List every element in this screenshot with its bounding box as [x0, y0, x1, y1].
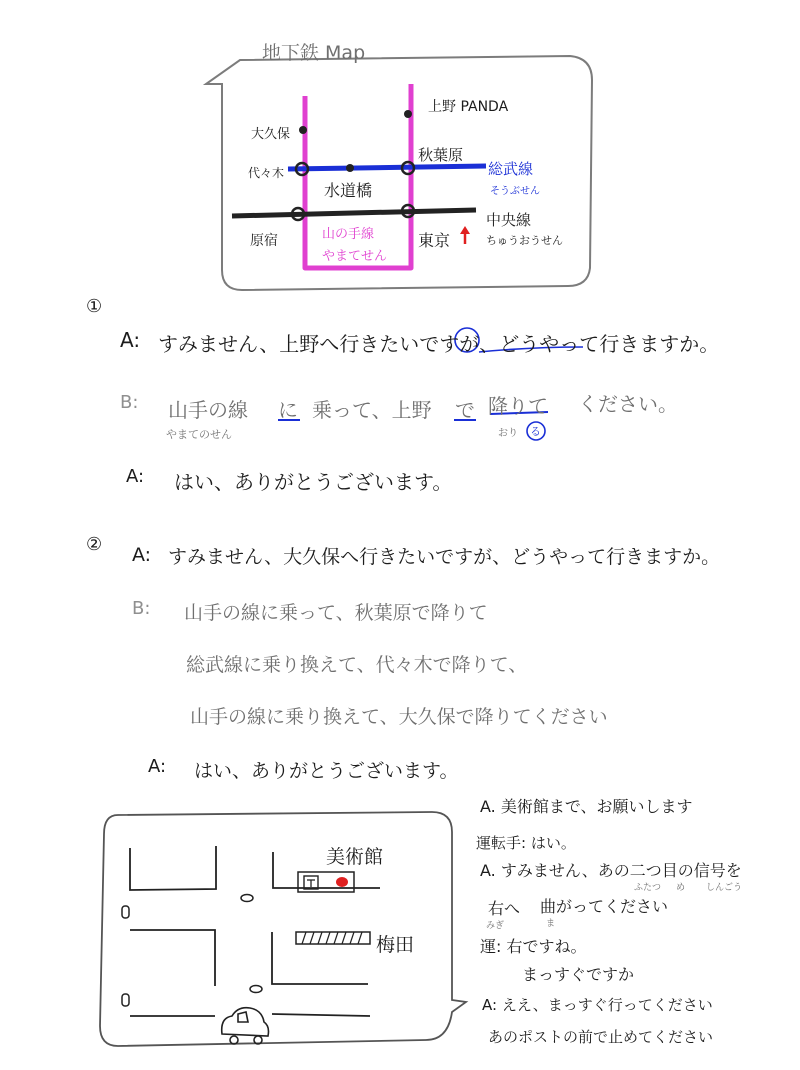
- dialogue-1-a-label: A:: [120, 328, 141, 352]
- dialogue-3-reading-migi: みぎ: [486, 921, 505, 931]
- line-reading-yamanote: やまてせん: [322, 249, 388, 264]
- dialogue-2-number: ②: [86, 534, 103, 555]
- dialogue-2-b-line-2: 総武線に乗り換えて、代々木で降りて、: [186, 654, 528, 676]
- dialogue-1-b-label: B:: [120, 392, 139, 413]
- dialogue-2-a-label: A:: [132, 544, 152, 566]
- street-label-umeda: 梅田: [376, 934, 415, 956]
- signal-icon-1: [122, 906, 129, 918]
- station-label-akihabara: 秋葉原: [418, 146, 464, 164]
- dialogue-3-line-4-rest: 曲がってください: [540, 897, 669, 916]
- museum-red-mark: [336, 877, 348, 887]
- dialogue-1-b-particle-de: で: [455, 398, 475, 422]
- dialogue-1-a-text: すみません、上野へ行きたいですが、どうやって行きますか。: [158, 332, 720, 356]
- signal-icon-2: [122, 994, 129, 1006]
- dialogue-2-a-text: すみません、大久保へ行きたいですが、どうやって行きますか。: [168, 546, 721, 568]
- line-reading-sobu: そうぶせん: [490, 186, 540, 197]
- station-label-harajuku: 原宿: [250, 233, 278, 249]
- signal-icon-4: [250, 986, 262, 993]
- station-marker-okubo: [299, 126, 307, 134]
- dialogue-3-reading-shingou: しんごう: [706, 883, 743, 893]
- dialogue-1-b-get-off: 降りて: [488, 394, 548, 418]
- block-mid-left: [130, 930, 215, 986]
- block-top-left: [130, 846, 216, 890]
- chuo-line: [232, 210, 476, 216]
- dialogue-1-a2-label: A:: [126, 466, 145, 487]
- dialogue-2-b-label: B:: [132, 598, 151, 619]
- line-reading-chuo: ちゅうおうせん: [486, 234, 563, 247]
- line-label-sobu: 総武線: [488, 160, 534, 178]
- dialogue-3-line-6: まっすぐですか: [522, 965, 635, 984]
- dialogue-2-b-line-1: 山手の線に乗って、秋葉原で降りて: [184, 602, 488, 624]
- station-label-tokyo: 東京: [418, 231, 451, 250]
- sobu-line: [288, 166, 486, 169]
- dialogue-2-a2-text: はい、ありがとうございます。: [194, 760, 459, 782]
- dialogue-3-line-7: A: ええ、まっすぐ行ってください: [482, 996, 713, 1014]
- dialogue-1-a2-text: はい、ありがとうございます。: [174, 470, 453, 494]
- dialogue-1-b-circled-ru: る: [530, 425, 541, 438]
- dialogue-2-b-line-3: 山手の線に乗り換えて、大久保で降りてください: [190, 706, 608, 728]
- station-marker-suidobashi: [346, 164, 354, 172]
- dialogue-3-line-1: A. 美術館まで、お願いします: [480, 797, 693, 816]
- dialogue-1-b-get-off-reading: おり: [498, 428, 518, 439]
- street-label-museum: 美術館: [326, 846, 384, 868]
- signal-icon-3: [241, 895, 253, 902]
- car-icon: [222, 1008, 269, 1044]
- dialogue-3-line-4-migi: 右へ: [488, 899, 521, 918]
- dialogue-1-b-line: 山手の線: [168, 398, 248, 422]
- line-label-yamanote: 山の手線: [322, 227, 375, 242]
- block-bottom-right: [272, 1014, 370, 1016]
- dialogue-3-reading-me: め: [676, 883, 686, 893]
- dialogue-2-a2-label: A:: [148, 756, 167, 777]
- station-label-yoyogi: 代々木: [248, 166, 285, 180]
- dialogue-1-b-end: ください。: [578, 392, 678, 416]
- line-label-chuo: 中央線: [486, 211, 532, 229]
- map-title: 地下鉄 Map: [262, 42, 366, 64]
- dialogue-3-reading-ma: ま: [546, 919, 556, 929]
- dialogue-3-reading-futatsu: ふたつ: [634, 883, 662, 893]
- station-label-okubo: 大久保: [251, 127, 291, 142]
- dialogue-1-b-line-reading: やまてのせん: [166, 428, 232, 441]
- dialogue-3-line-8: あのポストの前で止めてください: [488, 1028, 714, 1046]
- station-label-suidobashi: 水道橋: [324, 181, 373, 200]
- dialogue-3-line-2: 運転手: はい。: [476, 834, 576, 852]
- dialogue-1-b-particle-ni: に: [278, 398, 298, 422]
- dialogue-1-number: ①: [86, 296, 103, 317]
- dialogue-3-line-3: A. すみません、あの二つ目の信号を: [480, 861, 742, 880]
- station-label-ueno: 上野 PANDA: [428, 99, 509, 115]
- station-marker-ueno: [404, 110, 412, 118]
- street-map-bubble: [100, 812, 466, 1046]
- dialogue-3-line-5: 運: 右ですね。: [480, 937, 587, 956]
- dialogue-1-b-ride: 乗って、上野: [312, 398, 432, 422]
